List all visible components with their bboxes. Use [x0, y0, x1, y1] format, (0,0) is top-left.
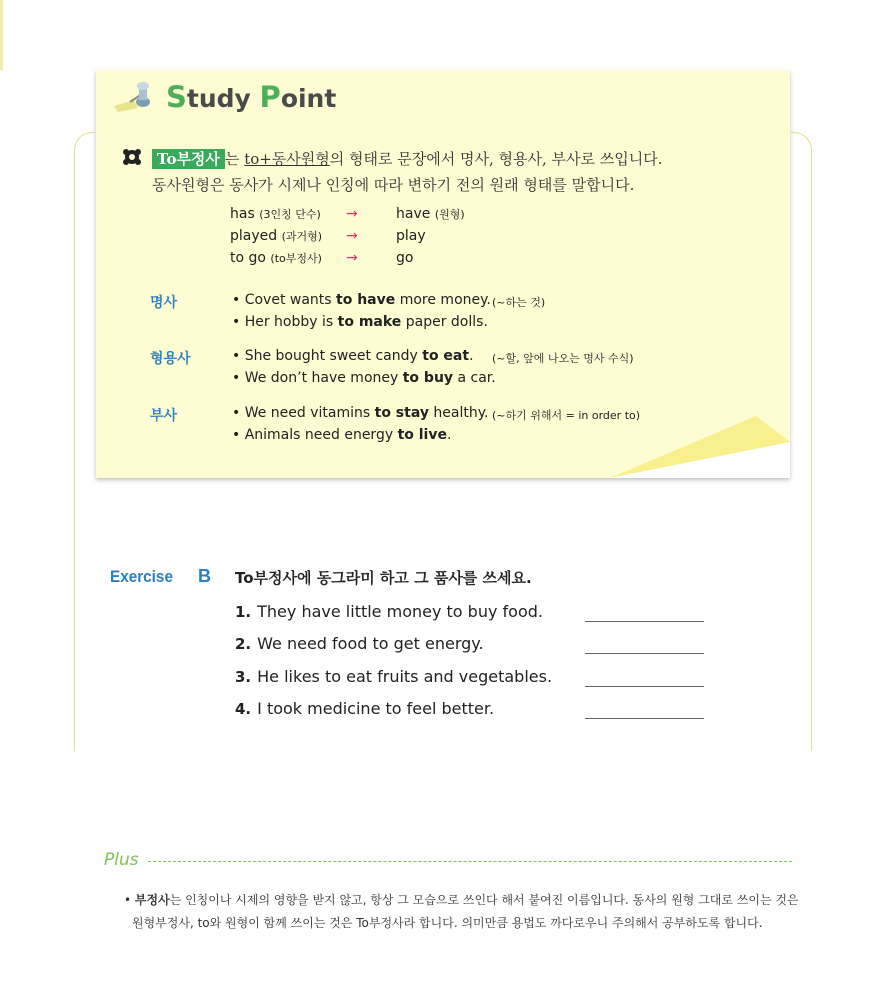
form-row: to go (to부정사) — [230, 250, 322, 266]
use-description: (~하기 위해서 = in order to) — [492, 409, 641, 422]
pushpin-icon — [112, 80, 162, 114]
arrow-icon: → — [346, 228, 358, 244]
question-item: 4. I took medicine to feel better. — [235, 699, 495, 718]
arrow-icon: → — [346, 206, 358, 222]
example-sentence: • We don’t have money to buy a car. — [232, 370, 496, 386]
page-edge-mark — [0, 0, 3, 70]
plus-heading: Plus — [104, 850, 139, 870]
study-point-title: Study Point — [166, 80, 337, 114]
example-sentence: • She bought sweet candy to eat. — [232, 348, 474, 364]
to-infinitive-tag: To부정사 — [152, 149, 225, 169]
example-sentence: • Animals need energy to live. — [232, 427, 452, 443]
question-item: 2. We need food to get energy. — [235, 634, 484, 653]
form-row: played (과거형) — [230, 228, 323, 244]
exercise-label: Exercise — [110, 567, 173, 586]
plus-note: • 부정사는 인칭이나 시제의 영향을 받지 않고, 항상 그 모습으로 쓰인다 해서 붙여진 이름입니다. 동사의 원형 그대로 쓰이는 것은 원형부정사, to와 원형이 함께 쓰이는 것은 To부정사라 합니다. 의미만큼 용법도 까다로우니 주의해서 공부하도록 합니다. — [124, 893, 799, 930]
exercise-letter: B — [198, 566, 211, 586]
use-description: (~하는 것) — [492, 296, 546, 309]
answer-blank[interactable] — [585, 685, 704, 687]
form-base: play — [396, 228, 426, 244]
use-label-adverb: 부사 — [150, 408, 178, 424]
use-label-adjective: 형용사 — [150, 351, 191, 367]
form-base: have (원형) — [396, 206, 465, 222]
answer-blank[interactable] — [585, 620, 704, 622]
form-base: go — [396, 250, 414, 266]
use-label-noun: 명사 — [150, 295, 178, 311]
flower-bullet-icon — [122, 148, 142, 166]
exercise-instruction: To부정사에 동그라미 하고 그 품사를 쓰세요. — [235, 569, 532, 587]
use-description: (~할, 앞에 나오는 명사 수식) — [492, 352, 634, 365]
example-sentence: • Covet wants to have more money. — [232, 292, 491, 308]
example-sentence: • We need vitamins to stay healthy. — [232, 405, 489, 421]
example-sentence: • Her hobby is to make paper dolls. — [232, 314, 488, 330]
dashed-divider — [148, 861, 792, 862]
answer-blank[interactable] — [585, 652, 704, 654]
answer-blank[interactable] — [585, 717, 704, 719]
form-row: has (3인칭 단수) — [230, 206, 321, 222]
arrow-icon: → — [346, 250, 358, 266]
question-item: 1. They have little money to buy food. — [235, 602, 543, 621]
question-item: 3. He likes to eat fruits and vegetables. — [235, 667, 553, 686]
